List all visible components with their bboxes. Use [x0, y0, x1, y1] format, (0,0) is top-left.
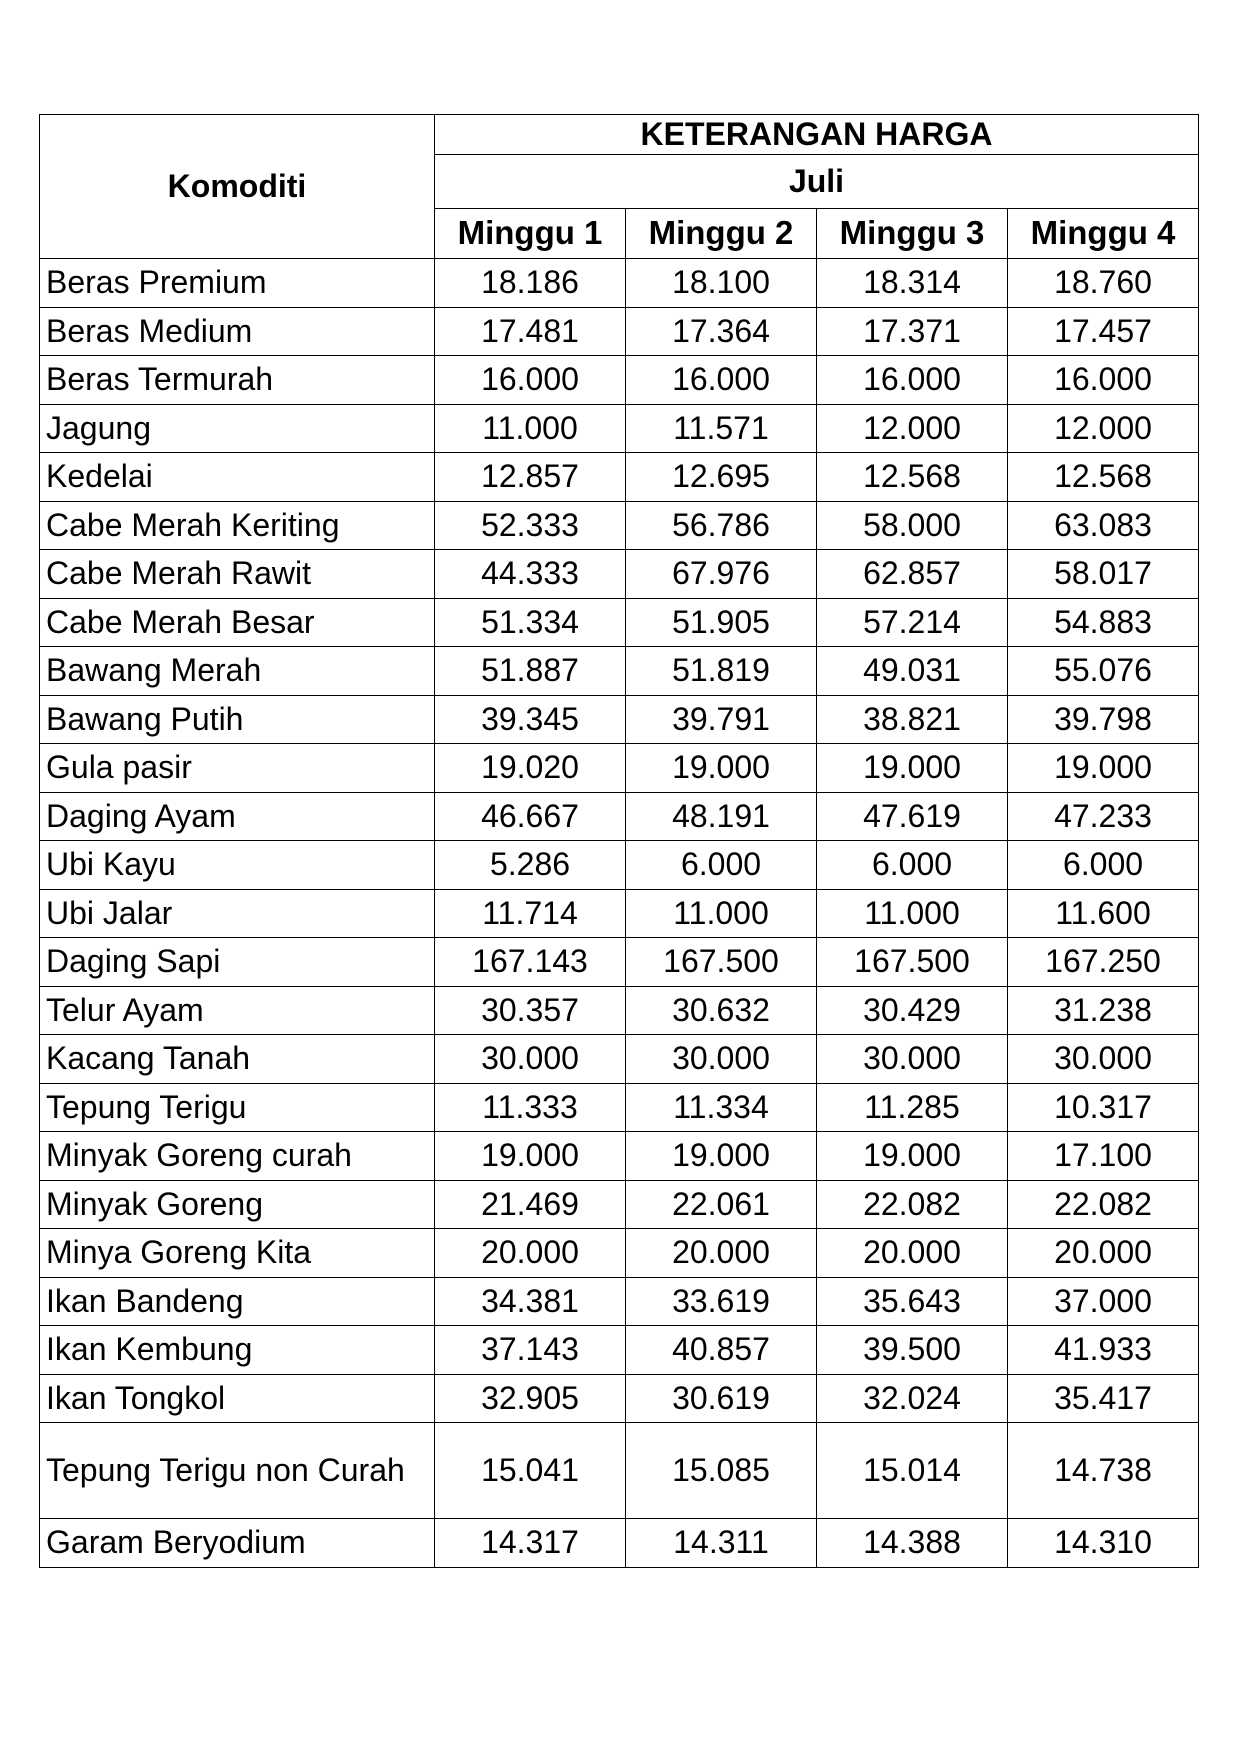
table-row	[40, 1083, 1199, 1132]
week-1-price: 30.000	[435, 1035, 626, 1084]
week-1-price: 11.000	[435, 404, 626, 453]
commodity-name: Beras Premium	[40, 259, 435, 308]
week-4-price: 16.000	[1008, 356, 1199, 405]
week-3-price: 58.000	[817, 501, 1008, 550]
table-row	[40, 307, 1199, 356]
week-3-price: 57.214	[817, 598, 1008, 647]
table-row	[40, 356, 1199, 405]
commodity-name: Bawang Merah	[40, 647, 435, 696]
commodity-name: Telur Ayam	[40, 986, 435, 1035]
commodity-name: Daging Sapi	[40, 938, 435, 987]
commodity-name: Bawang Putih	[40, 695, 435, 744]
week-2-price: 51.905	[626, 598, 817, 647]
table-row	[40, 501, 1199, 550]
table-row	[40, 1423, 1199, 1519]
table-row	[40, 792, 1199, 841]
week-1-price: 17.481	[435, 307, 626, 356]
commodity-name: Ikan Bandeng	[40, 1277, 435, 1326]
commodity-name: Beras Medium	[40, 307, 435, 356]
month-header: Juli	[435, 154, 1199, 208]
week-3-price: 22.082	[817, 1180, 1008, 1229]
week-1-price: 20.000	[435, 1229, 626, 1278]
table-row	[40, 598, 1199, 647]
price-info-header: KETERANGAN HARGA	[435, 115, 1199, 155]
week-2-header: Minggu 2	[626, 208, 817, 258]
table-row	[40, 889, 1199, 938]
week-4-price: 11.600	[1008, 889, 1199, 938]
week-3-price: 20.000	[817, 1229, 1008, 1278]
table-row	[40, 1326, 1199, 1375]
commodity-name: Cabe Merah Keriting	[40, 501, 435, 550]
week-4-header: Minggu 4	[1008, 208, 1199, 258]
week-4-price: 12.000	[1008, 404, 1199, 453]
week-3-price: 15.014	[817, 1423, 1008, 1519]
week-3-price: 16.000	[817, 356, 1008, 405]
commodity-name: Ubi Kayu	[40, 841, 435, 890]
table-row	[40, 404, 1199, 453]
week-2-price: 39.791	[626, 695, 817, 744]
commodity-name: Kedelai	[40, 453, 435, 502]
week-2-price: 12.695	[626, 453, 817, 502]
week-4-price: 22.082	[1008, 1180, 1199, 1229]
week-3-price: 30.000	[817, 1035, 1008, 1084]
week-1-price: 51.334	[435, 598, 626, 647]
week-2-price: 48.191	[626, 792, 817, 841]
commodity-name: Minya Goreng Kita	[40, 1229, 435, 1278]
table-body	[40, 259, 1199, 1568]
week-4-price: 47.233	[1008, 792, 1199, 841]
week-3-price: 32.024	[817, 1374, 1008, 1423]
week-3-price: 14.388	[817, 1519, 1008, 1568]
week-4-price: 37.000	[1008, 1277, 1199, 1326]
commodity-name: Tepung Terigu	[40, 1083, 435, 1132]
week-4-price: 30.000	[1008, 1035, 1199, 1084]
week-3-header: Minggu 3	[817, 208, 1008, 258]
week-4-price: 54.883	[1008, 598, 1199, 647]
week-4-price: 17.457	[1008, 307, 1199, 356]
week-1-price: 14.317	[435, 1519, 626, 1568]
week-2-price: 19.000	[626, 744, 817, 793]
commodity-name: Kacang Tanah	[40, 1035, 435, 1084]
table-row	[40, 938, 1199, 987]
price-table	[39, 114, 1199, 1568]
table-row	[40, 744, 1199, 793]
week-3-price: 47.619	[817, 792, 1008, 841]
week-1-price: 52.333	[435, 501, 626, 550]
commodity-name: Tepung Terigu non Curah	[40, 1423, 435, 1519]
table-row	[40, 695, 1199, 744]
week-3-price: 11.285	[817, 1083, 1008, 1132]
week-4-price: 12.568	[1008, 453, 1199, 502]
week-2-price: 67.976	[626, 550, 817, 599]
week-2-price: 11.334	[626, 1083, 817, 1132]
week-3-price: 19.000	[817, 1132, 1008, 1181]
week-1-price: 46.667	[435, 792, 626, 841]
week-4-price: 58.017	[1008, 550, 1199, 599]
week-2-price: 30.632	[626, 986, 817, 1035]
table-row	[40, 986, 1199, 1035]
week-1-header: Minggu 1	[435, 208, 626, 258]
week-4-price: 167.250	[1008, 938, 1199, 987]
week-4-price: 39.798	[1008, 695, 1199, 744]
week-4-price: 20.000	[1008, 1229, 1199, 1278]
table-row	[40, 1180, 1199, 1229]
commodity-name: Cabe Merah Besar	[40, 598, 435, 647]
week-1-price: 18.186	[435, 259, 626, 308]
week-3-price: 39.500	[817, 1326, 1008, 1375]
table-row	[40, 1035, 1199, 1084]
week-1-price: 15.041	[435, 1423, 626, 1519]
week-1-price: 30.357	[435, 986, 626, 1035]
week-1-price: 19.020	[435, 744, 626, 793]
table-row	[40, 453, 1199, 502]
week-2-price: 14.311	[626, 1519, 817, 1568]
week-4-price: 18.760	[1008, 259, 1199, 308]
commodity-name: Cabe Merah Rawit	[40, 550, 435, 599]
week-1-price: 12.857	[435, 453, 626, 502]
week-1-price: 37.143	[435, 1326, 626, 1375]
week-2-price: 51.819	[626, 647, 817, 696]
week-3-price: 6.000	[817, 841, 1008, 890]
commodity-name: Minyak Goreng	[40, 1180, 435, 1229]
week-1-price: 11.333	[435, 1083, 626, 1132]
commodity-column-header: Komoditi	[40, 115, 435, 259]
table-row	[40, 550, 1199, 599]
week-3-price: 18.314	[817, 259, 1008, 308]
week-2-price: 11.571	[626, 404, 817, 453]
week-2-price: 11.000	[626, 889, 817, 938]
week-2-price: 18.100	[626, 259, 817, 308]
week-3-price: 17.371	[817, 307, 1008, 356]
week-1-price: 32.905	[435, 1374, 626, 1423]
week-3-price: 38.821	[817, 695, 1008, 744]
commodity-name: Jagung	[40, 404, 435, 453]
week-1-price: 5.286	[435, 841, 626, 890]
week-1-price: 44.333	[435, 550, 626, 599]
week-2-price: 22.061	[626, 1180, 817, 1229]
week-3-price: 167.500	[817, 938, 1008, 987]
week-4-price: 55.076	[1008, 647, 1199, 696]
commodity-name: Ikan Kembung	[40, 1326, 435, 1375]
week-1-price: 167.143	[435, 938, 626, 987]
week-1-price: 11.714	[435, 889, 626, 938]
week-4-price: 41.933	[1008, 1326, 1199, 1375]
commodity-name: Garam Beryodium	[40, 1519, 435, 1568]
week-2-price: 19.000	[626, 1132, 817, 1181]
week-4-price: 63.083	[1008, 501, 1199, 550]
week-3-price: 12.000	[817, 404, 1008, 453]
week-2-price: 17.364	[626, 307, 817, 356]
week-2-price: 16.000	[626, 356, 817, 405]
week-2-price: 30.000	[626, 1035, 817, 1084]
week-1-price: 51.887	[435, 647, 626, 696]
week-1-price: 34.381	[435, 1277, 626, 1326]
week-4-price: 19.000	[1008, 744, 1199, 793]
week-4-price: 31.238	[1008, 986, 1199, 1035]
week-2-price: 56.786	[626, 501, 817, 550]
week-2-price: 30.619	[626, 1374, 817, 1423]
table-row	[40, 1229, 1199, 1278]
week-3-price: 62.857	[817, 550, 1008, 599]
week-1-price: 39.345	[435, 695, 626, 744]
table-row	[40, 1519, 1199, 1568]
table-row	[40, 841, 1199, 890]
week-3-price: 11.000	[817, 889, 1008, 938]
table-row	[40, 259, 1199, 308]
table-row	[40, 1374, 1199, 1423]
week-2-price: 15.085	[626, 1423, 817, 1519]
week-2-price: 6.000	[626, 841, 817, 890]
week-4-price: 14.310	[1008, 1519, 1199, 1568]
week-4-price: 17.100	[1008, 1132, 1199, 1181]
table-row	[40, 647, 1199, 696]
commodity-name: Beras Termurah	[40, 356, 435, 405]
week-1-price: 16.000	[435, 356, 626, 405]
commodity-name: Ubi Jalar	[40, 889, 435, 938]
commodity-name: Ikan Tongkol	[40, 1374, 435, 1423]
week-2-price: 40.857	[626, 1326, 817, 1375]
week-1-price: 19.000	[435, 1132, 626, 1181]
week-3-price: 19.000	[817, 744, 1008, 793]
table-header	[40, 115, 1199, 259]
week-4-price: 14.738	[1008, 1423, 1199, 1519]
week-4-price: 10.317	[1008, 1083, 1199, 1132]
week-3-price: 35.643	[817, 1277, 1008, 1326]
week-3-price: 12.568	[817, 453, 1008, 502]
week-2-price: 20.000	[626, 1229, 817, 1278]
week-1-price: 21.469	[435, 1180, 626, 1229]
table-row	[40, 1277, 1199, 1326]
week-3-price: 30.429	[817, 986, 1008, 1035]
week-4-price: 35.417	[1008, 1374, 1199, 1423]
commodity-name: Minyak Goreng curah	[40, 1132, 435, 1181]
commodity-name: Daging Ayam	[40, 792, 435, 841]
week-2-price: 33.619	[626, 1277, 817, 1326]
commodity-name: Gula pasir	[40, 744, 435, 793]
table-row	[40, 1132, 1199, 1181]
week-2-price: 167.500	[626, 938, 817, 987]
week-4-price: 6.000	[1008, 841, 1199, 890]
week-3-price: 49.031	[817, 647, 1008, 696]
